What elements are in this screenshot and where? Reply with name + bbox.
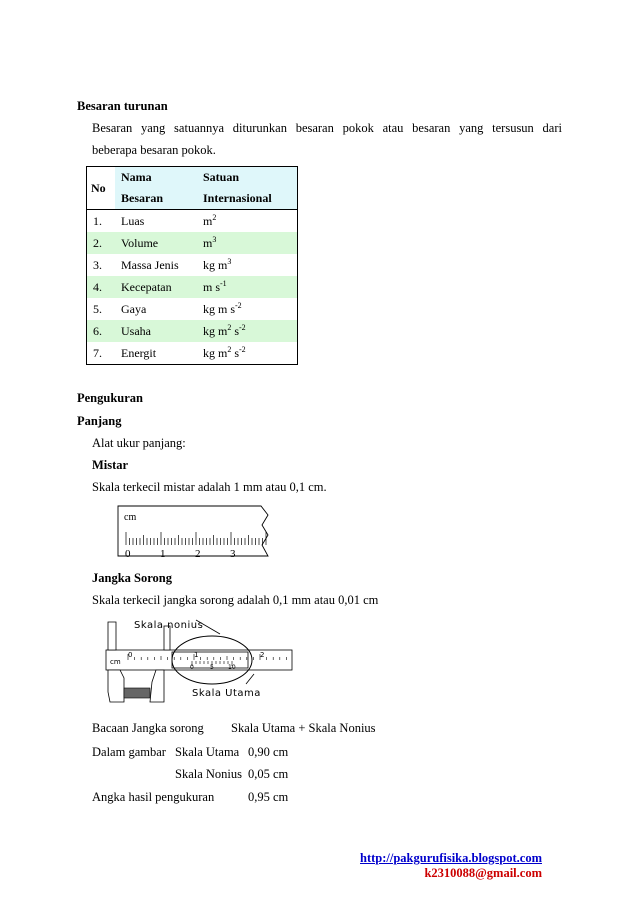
ruler-body	[118, 506, 268, 556]
row-no: 6.	[87, 320, 116, 342]
header-nama-2: Besaran	[115, 188, 197, 210]
row-nama: Energit	[121, 345, 157, 360]
footer-blog-link[interactable]: http://pakgurufisika.blogspot.com	[360, 851, 542, 865]
ruler-number-1: 1	[160, 548, 166, 560]
row-satuan: kg m $s^{-2}$	[203, 301, 242, 316]
caliper-unit-label: cm	[110, 658, 121, 666]
reading-line4-value: 0,95 cm	[248, 790, 289, 804]
header-no: No	[87, 167, 116, 210]
table-row	[87, 342, 298, 365]
turunan-description-line2: beberapa besaran pokok.	[92, 143, 216, 157]
row-nama: Usaha	[115, 320, 197, 342]
row-satuan: kg $m^2$ $s^{-2}$	[203, 345, 246, 360]
row-no: 7.	[93, 345, 102, 360]
row-no: 1.	[93, 213, 102, 228]
caliper-vernier-number-0: 0	[190, 664, 194, 671]
table-row	[87, 276, 298, 298]
row-no: 5.	[93, 301, 102, 316]
ruler-number-0: 0	[125, 548, 131, 560]
mistar-description: Skala terkecil mistar adalah 1 mm atau 0,1 cm.	[92, 480, 327, 494]
label-skala-nonius: Skala nonius	[134, 620, 204, 631]
table-row	[87, 254, 298, 276]
footer-email: k2310088@gmail.com	[424, 866, 542, 880]
ruler-number-3: 3	[230, 548, 236, 560]
caliper-main-number-0: 0	[128, 651, 133, 659]
reading-line2-name: Skala Utama	[175, 745, 240, 759]
reading-line2-value: 0,90 cm	[248, 745, 289, 759]
row-no: 4.	[87, 276, 116, 298]
reading-line3-name: Skala Nonius	[175, 767, 243, 781]
row-nama: Kecepatan	[115, 276, 197, 298]
ruler-unit-label: cm	[124, 512, 137, 523]
heading-panjang: Panjang	[77, 414, 122, 428]
table-row	[87, 298, 298, 320]
utama-arrow	[246, 674, 254, 684]
row-satuan: $m^3$	[197, 232, 298, 254]
derived-units-table	[86, 166, 298, 365]
caliper-main-number-2: 2	[260, 651, 265, 659]
alat-ukur-label: Alat ukur panjang:	[92, 436, 186, 450]
ruler-number-2: 2	[195, 548, 201, 560]
table-row	[87, 320, 298, 342]
row-no: 3.	[93, 257, 102, 272]
heading-mistar: Mistar	[92, 458, 129, 472]
row-satuan: m $s^{-1}$	[197, 276, 298, 298]
caliper-fixed-upper-jaw	[108, 622, 116, 650]
reading-line3-value: 0,05 cm	[248, 767, 289, 781]
row-no: 2.	[87, 232, 116, 254]
table-row	[87, 210, 298, 233]
turunan-description-line1: Besaran yang satuannya diturunkan besaran pokok atau besaran yang tersusun dari	[92, 121, 562, 135]
row-nama: Volume	[115, 232, 197, 254]
row-nama: Luas	[121, 213, 145, 228]
caliper-main-number-1: 1	[194, 651, 199, 659]
row-satuan: kg $m^3$	[203, 257, 232, 272]
caliper-figure	[100, 612, 300, 706]
header-nama-1: Nama	[115, 167, 197, 189]
reading-line1-value: Skala Utama + Skala Nonius	[231, 721, 376, 735]
heading-pengukuran: Pengukuran	[77, 391, 143, 405]
reading-line2-label: Dalam gambar	[92, 745, 166, 759]
caliper-vernier-number-5: 5	[210, 664, 214, 671]
caliper-fixed-lower-jaw	[108, 670, 124, 702]
header-satuan-2: Internasional	[197, 188, 298, 210]
caliper-sliding-lower-jaw	[150, 670, 164, 702]
heading-jangka-sorong: Jangka Sorong	[92, 571, 173, 585]
ruler-figure	[115, 503, 275, 563]
label-skala-utama: Skala Utama	[192, 688, 261, 699]
reading-line4-label: Angka hasil pengukuran	[92, 790, 215, 804]
reading-line1-label: Bacaan Jangka sorong	[92, 721, 204, 735]
row-satuan: kg $m^2$ $s^{-2}$	[197, 320, 298, 342]
measured-object	[124, 688, 150, 698]
table-row	[87, 232, 298, 254]
jangka-description: Skala terkecil jangka sorong adalah 0,1 mm atau 0,01 cm	[92, 593, 379, 607]
header-satuan-1: Satuan	[197, 167, 298, 189]
heading-besaran-turunan: Besaran turunan	[77, 99, 168, 113]
caliper-vernier-number-10: 10	[228, 664, 236, 671]
row-satuan: $m^2$	[203, 213, 217, 228]
row-nama: Massa Jenis	[121, 257, 179, 272]
row-nama: Gaya	[121, 301, 147, 316]
